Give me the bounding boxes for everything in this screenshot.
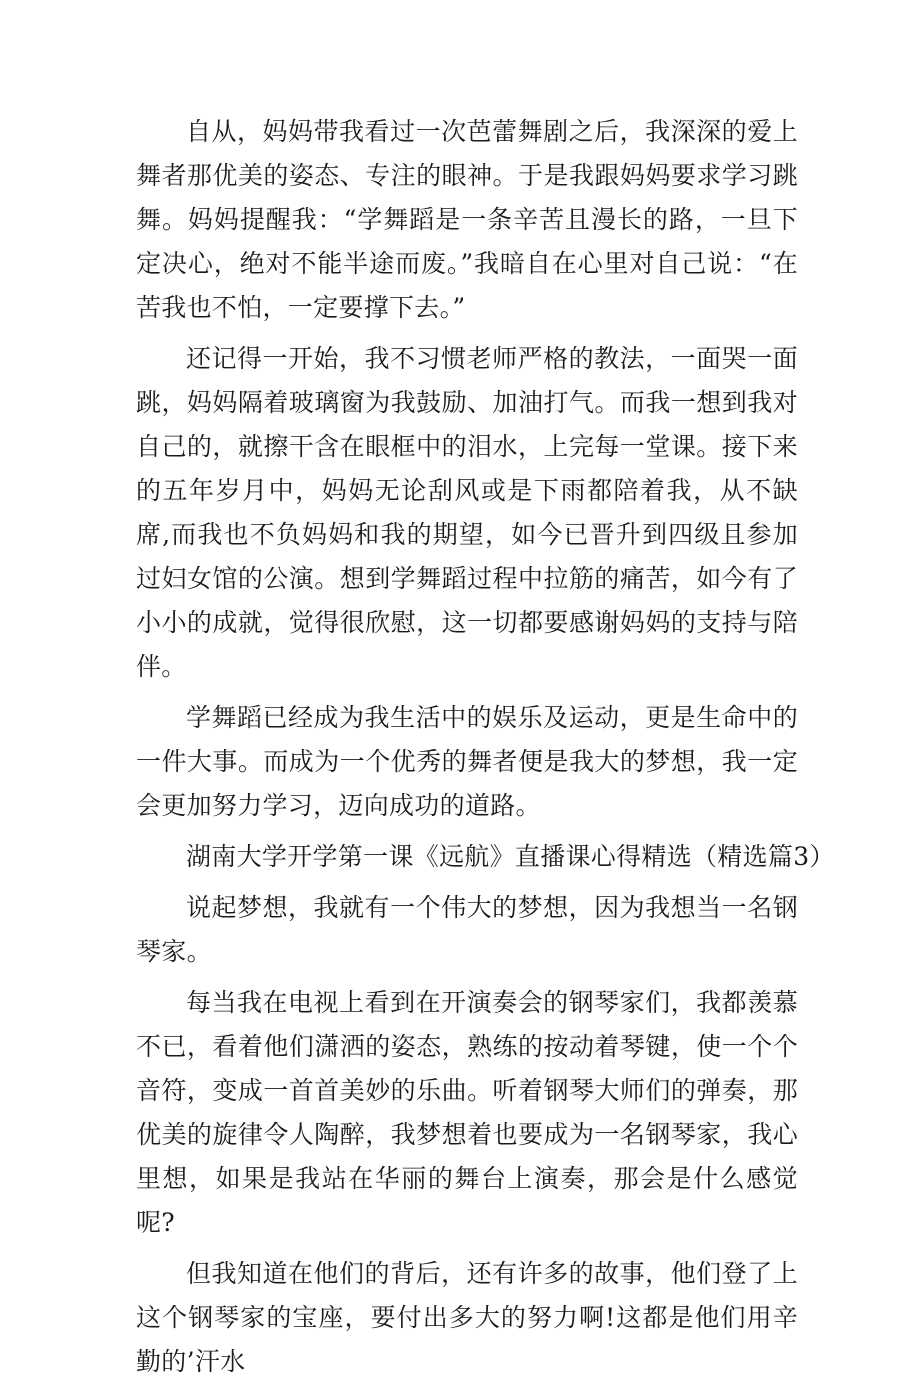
paragraph-practice-memories: 还记得一开始，我不习惯老师严格的教法，一面哭一面跳，妈妈隔着玻璃窗为我鼓励、加油打气。而我一想到我对自己的，就擦干含在眼框中的泪水，上完每一堂课。接下来的五年岁月中，妈妈无论刮风或是下雨都陪着我，从不缺席,而我也不负妈妈和我的期望，如今已晋升到四级且参加过妇女馆的公演。想到学舞蹈过程中拉筋的痛苦，如今有了小小的成就，觉得很欣慰，这一切都要感谢妈妈的支持与陪伴。	[136, 344, 798, 681]
paragraph-dance-dream: 学舞蹈已经成为我生活中的娱乐及运动，更是生命中的一件大事。而成为一个优秀的舞者便是我大的梦想，我一定会更加努力学习，迈向成功的道路。	[136, 703, 798, 820]
paragraph-pianist-dream: 说起梦想，我就有一个伟大的梦想，因为我想当一名钢琴家。	[136, 893, 798, 966]
document-body	[136, 110, 835, 1391]
paragraph-ballet-inspiration: 自从，妈妈带我看过一次芭蕾舞剧之后，我深深的爱上舞者那优美的姿态、专注的眼神。于是我跟妈妈要求学习跳舞。妈妈提醒我：“学舞蹈是一条辛苦且漫长的路，一旦下定决心，绝对不能半途而废。”我暗自在心里对自己说：“在苦我也不怕，一定要撑下去。”	[136, 117, 798, 322]
paragraph-concert-watching: 每当我在电视上看到在开演奏会的钢琴家们，我都羡慕不已，看着他们潇洒的姿态，熟练的按动着琴键，使一个个音符，变成一首首美妙的乐曲。听着钢琴大师们的弹奏，那优美的旋律令人陶醉，我梦想着也要成为一名钢琴家，我心里想，如果是我站在华丽的舞台上演奏，那会是什么感觉呢?	[136, 988, 798, 1237]
section-heading: 湖南大学开学第一课《远航》直播课心得精选（精选篇3）	[186, 842, 835, 871]
paragraph-hard-work: 但我知道在他们的背后，还有许多的故事，他们登了上这个钢琴家的宝座，要付出多大的努力啊!这都是他们用辛勤的’汗水	[136, 1259, 798, 1376]
